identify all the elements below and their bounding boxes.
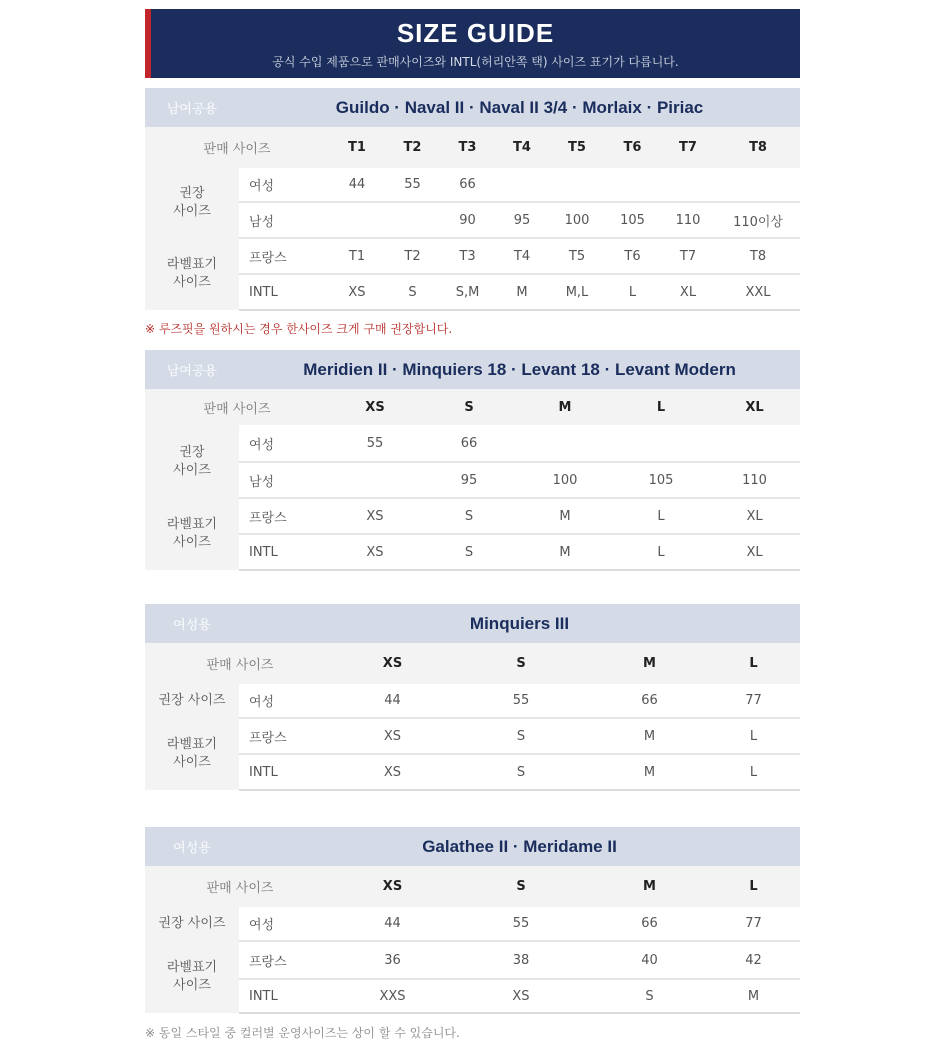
sales-size-cell: L: [613, 389, 709, 425]
sales-size-cell: T8: [716, 127, 800, 168]
women-size-cell: 66: [440, 168, 495, 202]
france-label: 프랑스: [239, 498, 329, 534]
france-size-cell: T1: [329, 238, 385, 274]
intl-size-cell: L: [605, 274, 660, 310]
france-size-cell: 42: [707, 941, 800, 979]
women-size-cell: 44: [335, 907, 450, 941]
page-title: SIZE GUIDE: [396, 18, 555, 48]
sales-size-cell: XL: [709, 389, 800, 425]
sales-size-label: 판매 사이즈: [145, 643, 335, 684]
category-label: 여성용: [145, 827, 239, 866]
france-size-cell: XS: [335, 718, 450, 754]
sales-size-cell: T4: [495, 127, 549, 168]
sales-size-cell: XS: [329, 389, 421, 425]
men-size-cell: 105: [613, 462, 709, 498]
sales-size-cell: S: [421, 389, 517, 425]
sales-size-cell: T7: [660, 127, 716, 168]
intl-size-cell: XS: [329, 274, 385, 310]
sales-size-cell: M: [517, 389, 613, 425]
category-label: 남여공용: [145, 88, 239, 127]
women-size-cell: 55: [450, 907, 592, 941]
size-table-unisex-2: [145, 350, 800, 571]
sales-size-cell: L: [707, 643, 800, 684]
women-label: 여성: [239, 425, 329, 462]
women-size-cell: [549, 168, 605, 202]
size-guide-banner: [145, 9, 800, 78]
model-names: Guildo · Naval II · Naval II 3/4 · Morlaix · Piriac: [239, 88, 800, 127]
men-size-cell: [385, 202, 440, 238]
france-size-cell: M: [517, 498, 613, 534]
men-size-cell: 95: [421, 462, 517, 498]
france-size-cell: XS: [329, 498, 421, 534]
men-size-cell: [329, 462, 421, 498]
women-size-cell: 66: [421, 425, 517, 462]
men-size-cell: 95: [495, 202, 549, 238]
intl-size-cell: S: [450, 754, 592, 790]
france-size-cell: M: [592, 718, 707, 754]
intl-size-cell: S: [421, 534, 517, 570]
loose-fit-note: ※ 루즈핏을 원하시는 경우 한사이즈 크게 구매 권장합니다.: [145, 322, 453, 336]
france-size-cell: T2: [385, 238, 440, 274]
women-size-cell: 44: [329, 168, 385, 202]
size-table-women-2: [145, 827, 800, 1014]
banner-subtitle: 공식 수입 제품으로 판매사이즈와 INTL(허리안쪽 택) 사이즈 표기가 다릅니다.: [272, 55, 679, 69]
france-size-cell: T6: [605, 238, 660, 274]
intl-size-cell: L: [707, 754, 800, 790]
label-size-label: 라벨표기 사이즈: [145, 238, 239, 310]
women-size-cell: [709, 425, 800, 462]
women-label: 여성: [239, 684, 335, 718]
intl-label: INTL: [239, 979, 335, 1013]
intl-size-cell: S,M: [440, 274, 495, 310]
france-size-cell: T5: [549, 238, 605, 274]
sales-size-cell: T5: [549, 127, 605, 168]
france-size-cell: S: [421, 498, 517, 534]
sales-size-cell: T6: [605, 127, 660, 168]
intl-size-cell: M: [495, 274, 549, 310]
sales-size-cell: XS: [335, 643, 450, 684]
intl-size-cell: XS: [329, 534, 421, 570]
men-size-cell: 110: [709, 462, 800, 498]
women-size-cell: [605, 168, 660, 202]
intl-label: INTL: [239, 534, 329, 570]
sales-size-cell: T2: [385, 127, 440, 168]
sales-size-cell: T1: [329, 127, 385, 168]
women-size-cell: 77: [707, 684, 800, 718]
men-size-cell: 100: [517, 462, 613, 498]
intl-size-cell: XS: [335, 754, 450, 790]
france-label: 프랑스: [239, 718, 335, 754]
men-size-cell: [329, 202, 385, 238]
recommended-size-label: 권장 사이즈: [145, 168, 239, 238]
france-size-cell: S: [450, 718, 592, 754]
men-size-cell: 110: [660, 202, 716, 238]
women-size-cell: [613, 425, 709, 462]
intl-size-cell: XL: [709, 534, 800, 570]
men-label: 남성: [239, 462, 329, 498]
sales-size-cell: M: [592, 643, 707, 684]
women-size-cell: [495, 168, 549, 202]
women-size-cell: 77: [707, 907, 800, 941]
size-table-unisex-1: [145, 88, 800, 311]
intl-size-cell: XXL: [716, 274, 800, 310]
men-size-cell: 100: [549, 202, 605, 238]
sales-size-label: 판매 사이즈: [145, 127, 329, 168]
recommended-size-label: 권장 사이즈: [145, 907, 239, 941]
recommended-size-label: 권장 사이즈: [145, 425, 239, 498]
men-size-cell: 105: [605, 202, 660, 238]
france-label: 프랑스: [239, 238, 329, 274]
france-size-cell: L: [613, 498, 709, 534]
france-size-cell: T3: [440, 238, 495, 274]
intl-label: INTL: [239, 274, 329, 310]
intl-size-cell: S: [592, 979, 707, 1013]
size-table-women-1: [145, 604, 800, 791]
france-label: 프랑스: [239, 941, 335, 979]
intl-size-cell: M,L: [549, 274, 605, 310]
france-size-cell: XL: [709, 498, 800, 534]
women-size-cell: 44: [335, 684, 450, 718]
sales-size-cell: S: [450, 866, 592, 907]
category-label: 남여공용: [145, 350, 239, 389]
sales-size-cell: L: [707, 866, 800, 907]
label-size-label: 라벨표기 사이즈: [145, 941, 239, 1013]
sales-size-cell: M: [592, 866, 707, 907]
men-label: 남성: [239, 202, 329, 238]
intl-label: INTL: [239, 754, 335, 790]
women-size-cell: 55: [450, 684, 592, 718]
france-size-cell: T4: [495, 238, 549, 274]
sales-size-cell: S: [450, 643, 592, 684]
color-size-note: ※ 동일 스타일 중 컬러별 운영사이즈는 상이 할 수 있습니다.: [145, 1026, 460, 1040]
sales-size-label: 판매 사이즈: [145, 866, 335, 907]
intl-size-cell: XXS: [335, 979, 450, 1013]
men-size-cell: 90: [440, 202, 495, 238]
model-names: Meridien II · Minquiers 18 · Levant 18 · Levant Modern: [239, 350, 800, 389]
women-label: 여성: [239, 168, 329, 202]
sales-size-cell: XS: [335, 866, 450, 907]
label-size-label: 라벨표기 사이즈: [145, 498, 239, 570]
women-size-cell: 66: [592, 684, 707, 718]
women-size-cell: [716, 168, 800, 202]
intl-size-cell: XL: [660, 274, 716, 310]
women-size-cell: 66: [592, 907, 707, 941]
category-label: 여성용: [145, 604, 239, 643]
intl-size-cell: M: [592, 754, 707, 790]
sales-size-cell: T3: [440, 127, 495, 168]
women-size-cell: [517, 425, 613, 462]
men-size-cell: 110이상: [716, 202, 800, 238]
france-size-cell: T7: [660, 238, 716, 274]
women-label: 여성: [239, 907, 335, 941]
france-size-cell: 38: [450, 941, 592, 979]
intl-size-cell: XS: [450, 979, 592, 1013]
france-size-cell: 36: [335, 941, 450, 979]
intl-size-cell: M: [707, 979, 800, 1013]
france-size-cell: L: [707, 718, 800, 754]
model-names: Minquiers III: [239, 604, 800, 643]
sales-size-label: 판매 사이즈: [145, 389, 329, 425]
model-names: Galathee II · Meridame II: [239, 827, 800, 866]
intl-size-cell: S: [385, 274, 440, 310]
france-size-cell: 40: [592, 941, 707, 979]
women-size-cell: 55: [329, 425, 421, 462]
france-size-cell: T8: [716, 238, 800, 274]
intl-size-cell: L: [613, 534, 709, 570]
women-size-cell: 55: [385, 168, 440, 202]
label-size-label: 라벨표기 사이즈: [145, 718, 239, 790]
recommended-size-label: 권장 사이즈: [145, 684, 239, 718]
intl-size-cell: M: [517, 534, 613, 570]
women-size-cell: [660, 168, 716, 202]
